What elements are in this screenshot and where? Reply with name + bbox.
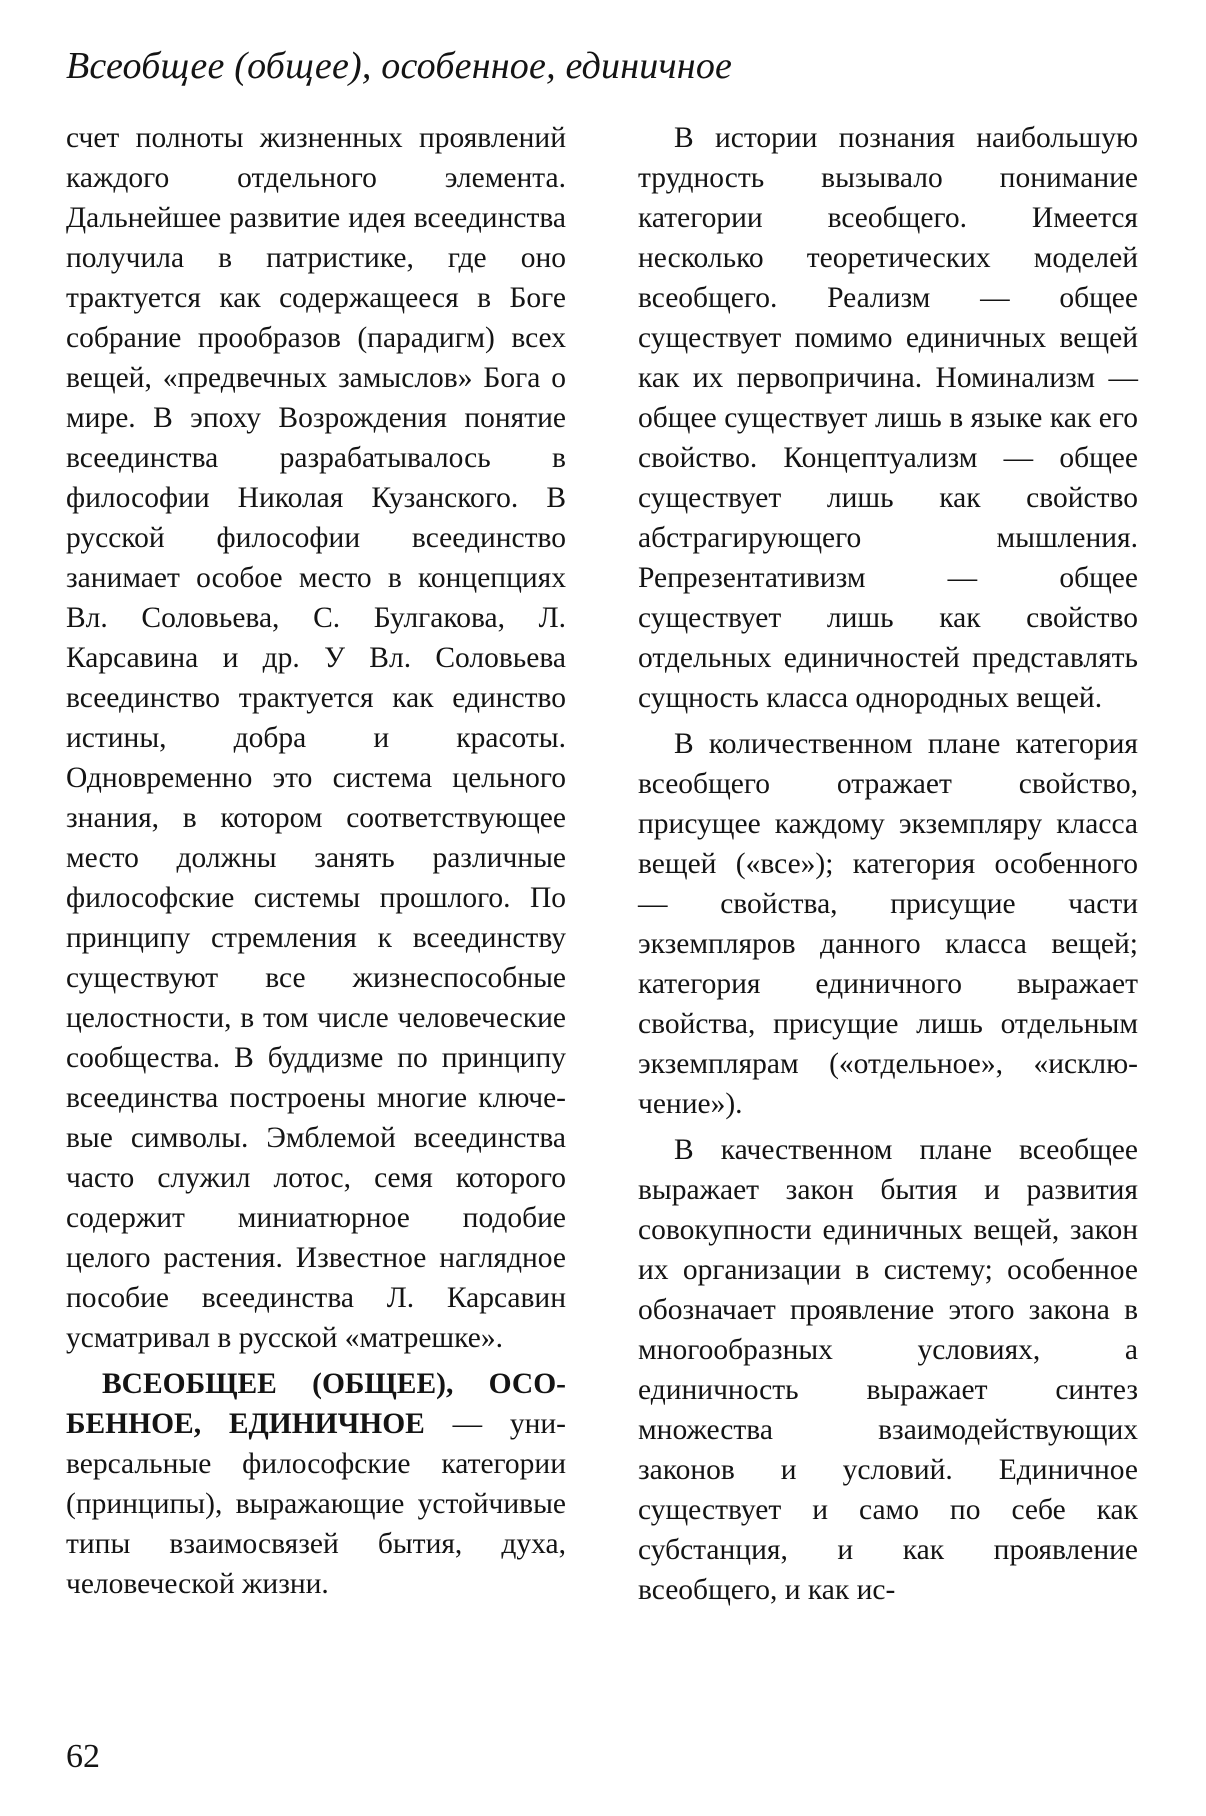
entry-definition: — универсальные философские категории (принципы), выражающие устойчивые типы взаимосвязей бытия, духа, человеческой жизни.	[66, 1408, 566, 1600]
right-column	[638, 118, 1138, 1610]
dictionary-entry	[66, 1364, 566, 1604]
paragraph-history: В истории познания наибольшую трудность вызывало понимание категории всеобщего. Имеется несколько теоретических моделей всеобщего. Реализм — общее существует помимо единичных вещей как их первопричина. Номинализм — общее существует лишь в языке как его свойство. Концептуализм — общее существует лишь как свойство абстрагирующего мышления. Репрезентативизм — общее существует лишь как свойство отдельных единичностей представлять сущность класса однородных вещей.	[638, 122, 1138, 714]
continued-paragraph: счет полноты жизненных проявлений каждого отдельного элемента. Дальнейшее развитие идея всеединства получила в патристике, где оно трактуется как содержащееся в Боге собрание прообразов (парадигм) всех вещей, «предвечных замыслов» Бога о мире. В эпоху Возрождения понятие всеединства разрабатывалось в философии Николая Кузанского. В русской философии всеединство занимает особое место в концепциях Вл. Соловьева, С. Булгакова, Л. Карсавина и др. У Вл. Соловьева всеединство трактуется как единство истины, добра и красоты. Одновременно это система цельного знания, в котором соответствующее место должны занять различные философские системы прошлого. По принципу стремления к всеединству существуют все жизнеспособные целостности, в том числе человеческие сообщества. В буддизме по принципу всеединства построены многие ключевые символы. Эмблемой всеединства часто служил лотос, семя которого содержит миниатюрное подобие целого растения. Известное наглядное пособие всеединства Л. Карсавин усматривал в русской «матрешке».	[66, 122, 566, 1354]
paragraph-quantitative: В количественном плане категория всеобщего отражает свойство, присущее каждому экземпляру класса вещей («все»); категория особенного — свойства, присущие части экземпляров данного класса вещей; категория единичного выражает свойства, присущие лишь отдельным экземплярам («отдельное», «исключение»).	[638, 728, 1138, 1120]
entry-term: ВСЕОБЩЕЕ (ОБЩЕЕ), ОСОБЕННОЕ, ЕДИНИЧНОЕ	[66, 1368, 566, 1440]
paragraph-qualitative: В качественном плане всеобщее выражает закон бытия и развития совокупности единичных вещей, закон их организации в систему; особенное обозначает проявление этого закона в многообразных условиях, а единичность выражает синтез множества взаимодействующих законов и условий. Единичное существует и само по себе как субстанция, и как проявление всеобщего, и как ис-	[638, 1134, 1138, 1606]
running-title: Всеобщее (общее), особенное, единичное	[66, 45, 733, 87]
left-column	[66, 118, 566, 1604]
page-number: 62	[66, 1738, 100, 1775]
